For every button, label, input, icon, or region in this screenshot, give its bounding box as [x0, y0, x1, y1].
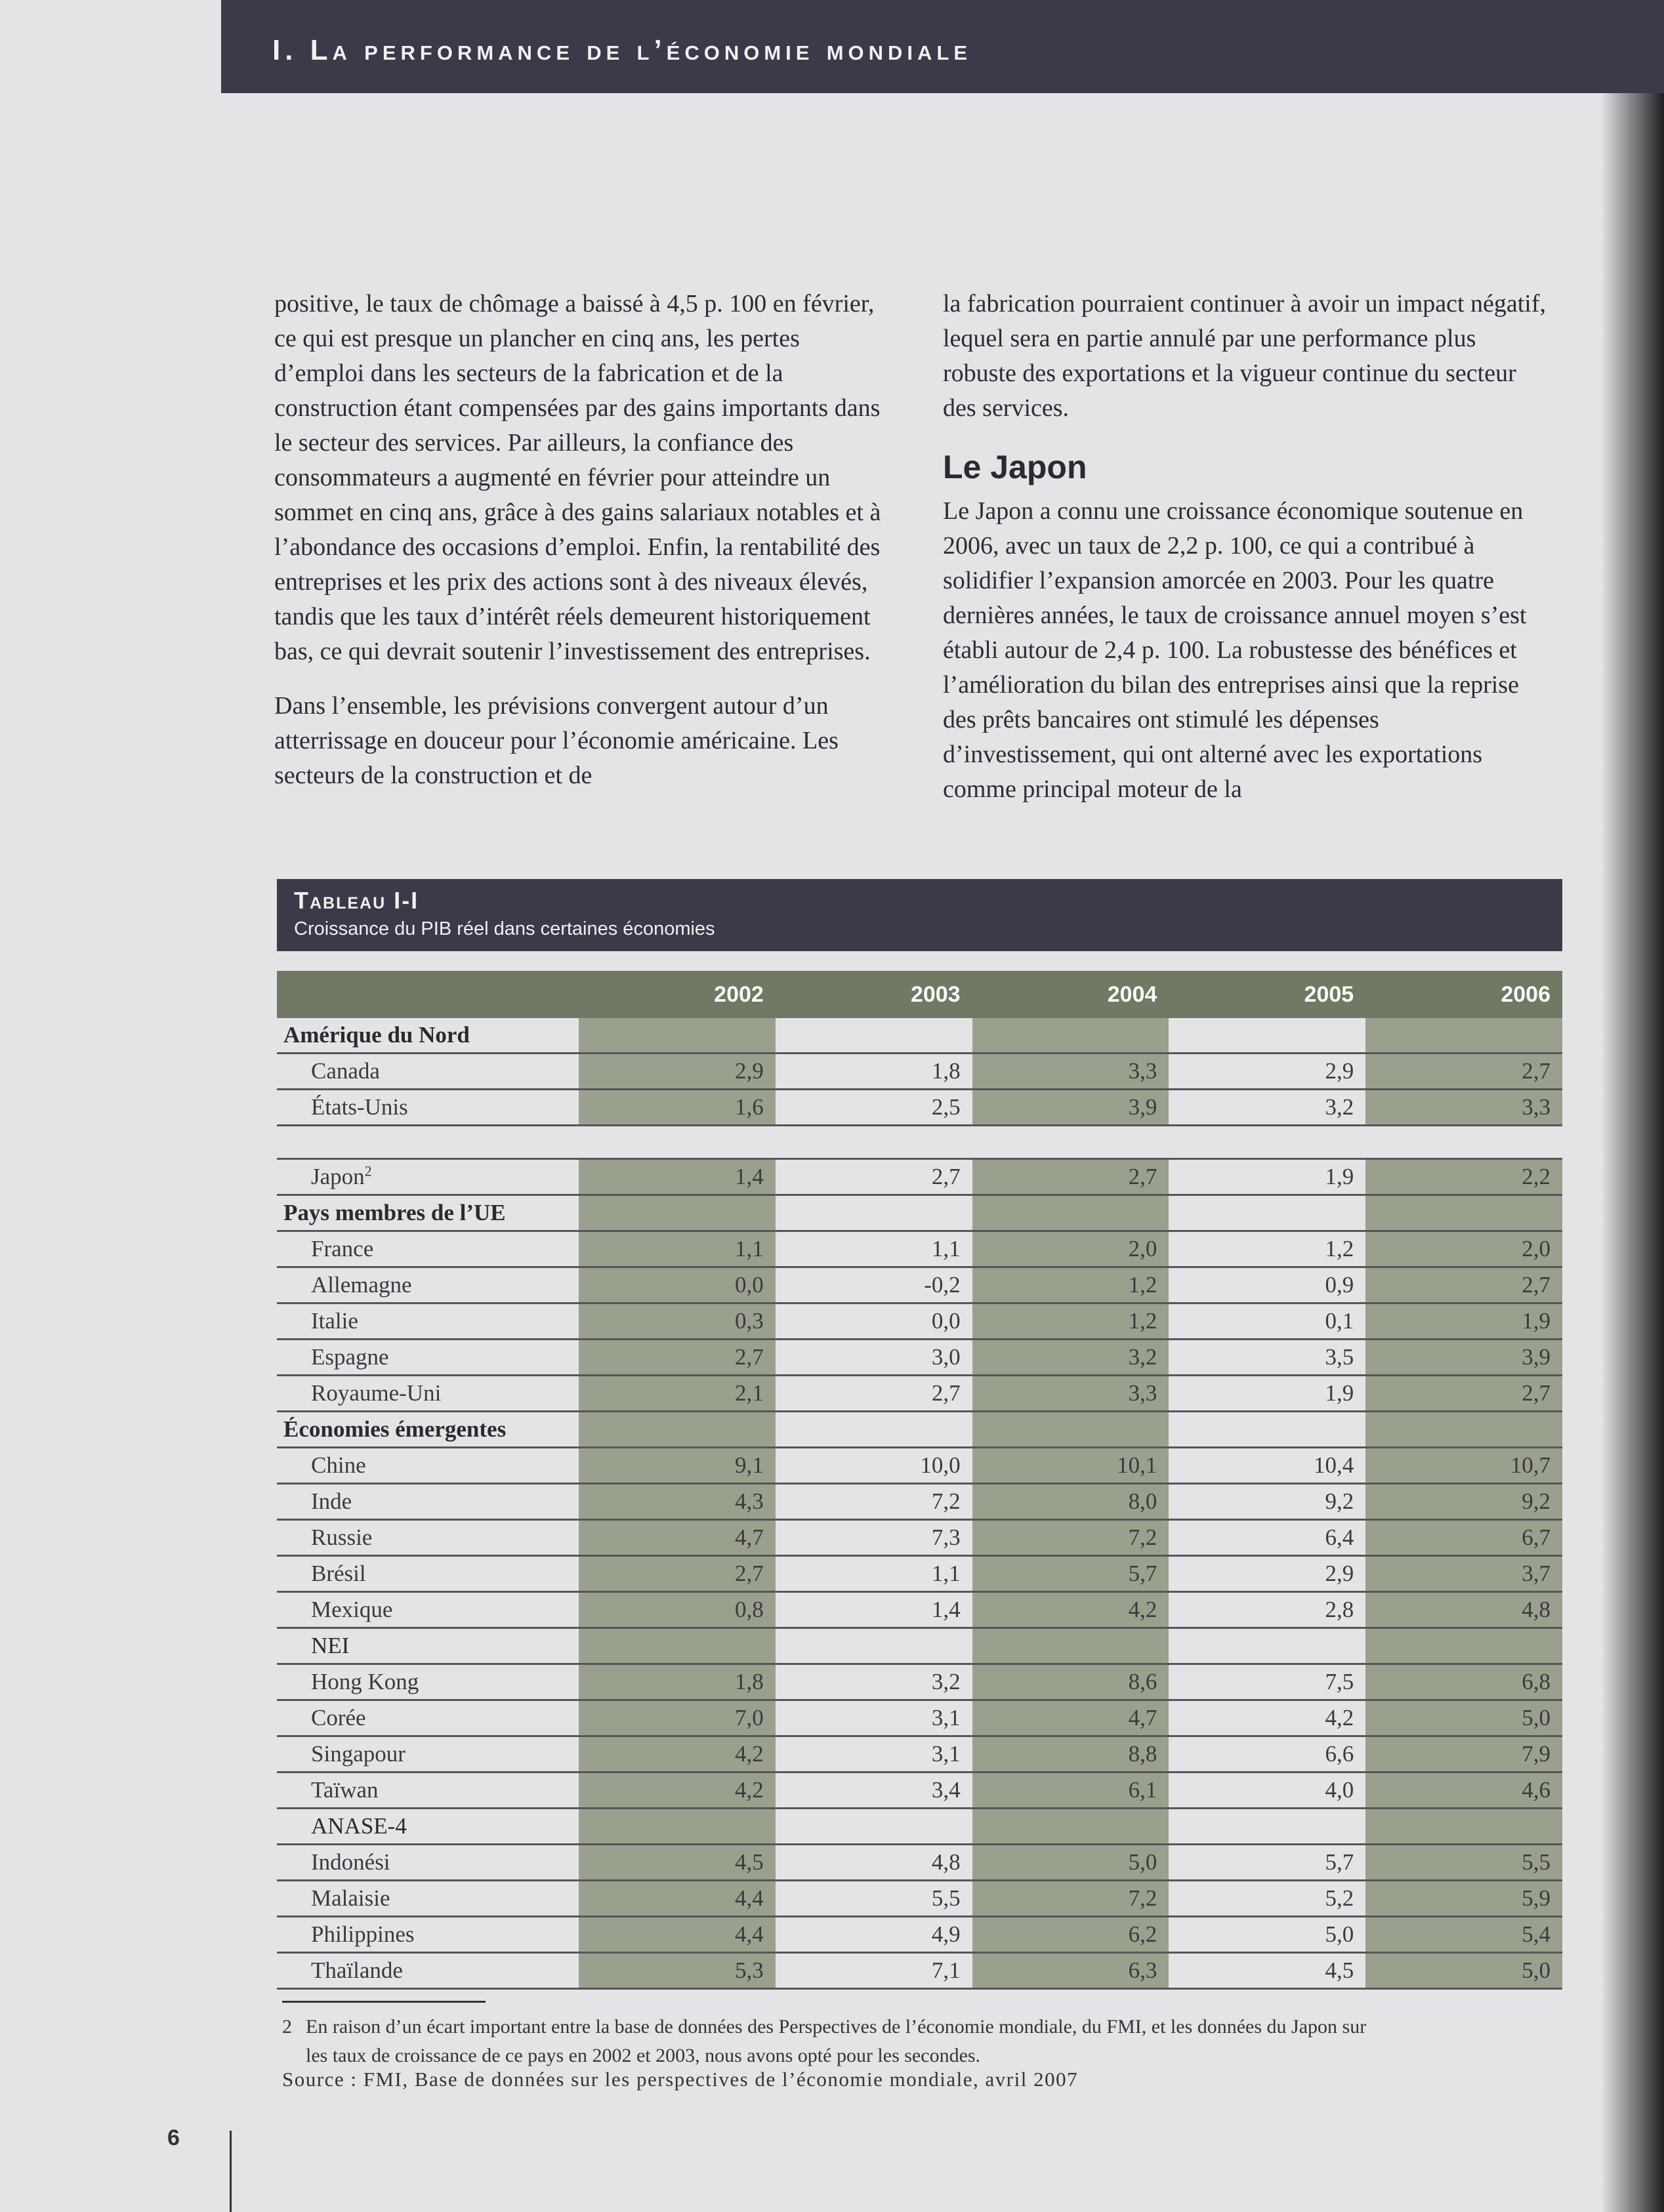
country-name: Chine — [311, 1452, 366, 1478]
value-cell: 4,9 — [776, 1917, 972, 1953]
country-name: Indonési — [311, 1849, 390, 1875]
value-cell: 7,2 — [972, 1881, 1169, 1917]
value-cell: 2,7 — [579, 1340, 776, 1376]
value-cell: 5,5 — [1365, 1845, 1562, 1881]
value-cell: 9,2 — [1365, 1484, 1562, 1520]
value-cell: 9,2 — [1169, 1484, 1365, 1520]
value-cell: 1,2 — [972, 1303, 1169, 1340]
country-name: Thaïlande — [311, 1957, 403, 1983]
page-number: 6 — [167, 2125, 180, 2150]
country-name: Inde — [311, 1488, 352, 1514]
country-name-cell — [277, 1664, 579, 1700]
group-title: Pays membres de l’UE — [277, 1195, 579, 1231]
value-cell: 4,2 — [579, 1772, 776, 1809]
value-cell: 0,3 — [579, 1303, 776, 1340]
value-cell: 2,5 — [776, 1090, 972, 1126]
country-name-cell — [277, 1845, 579, 1881]
value-cell: 5,0 — [1365, 1700, 1562, 1736]
value-cell: 1,9 — [1365, 1303, 1562, 1340]
country-name: Brésil — [311, 1561, 366, 1586]
value-cell: 2,7 — [1365, 1376, 1562, 1412]
value-cell: 9,1 — [579, 1448, 776, 1484]
empty-cell — [972, 1126, 1169, 1159]
value-cell: 3,2 — [776, 1664, 972, 1700]
value-cell: 5,2 — [1169, 1881, 1365, 1917]
empty-cell — [972, 1628, 1169, 1664]
value-cell: 6,8 — [1365, 1664, 1562, 1700]
country-name: Espagne — [311, 1344, 389, 1370]
country-name: Hong Kong — [311, 1669, 419, 1694]
country-name-cell — [277, 1556, 579, 1592]
empty-cell — [776, 1126, 972, 1159]
value-cell: 2,9 — [1169, 1054, 1365, 1090]
empty-cell — [579, 1126, 776, 1159]
value-cell: 10,4 — [1169, 1448, 1365, 1484]
table-header-row — [277, 971, 1562, 1018]
value-cell: 7,2 — [776, 1484, 972, 1520]
value-cell: -0,2 — [776, 1267, 972, 1303]
country-name-cell — [277, 1881, 579, 1917]
empty-cell — [1365, 1126, 1562, 1159]
value-cell: 7,9 — [1365, 1736, 1562, 1772]
value-cell: 4,7 — [579, 1520, 776, 1556]
value-cell: 7,0 — [579, 1700, 776, 1736]
country-name-cell — [277, 1448, 579, 1484]
value-cell: 8,6 — [972, 1664, 1169, 1700]
empty-cell — [579, 1809, 776, 1845]
empty-cell — [776, 1195, 972, 1231]
table-row — [277, 1090, 1562, 1126]
empty-cell — [972, 1809, 1169, 1845]
year-header: 2002 — [579, 971, 776, 1018]
value-cell: 2,2 — [1365, 1159, 1562, 1195]
table-row — [277, 1448, 1562, 1484]
table-row — [277, 1231, 1562, 1267]
left-text-column — [274, 287, 884, 813]
page-edge-shadow — [1601, 0, 1664, 2212]
value-cell: 4,4 — [579, 1917, 776, 1953]
value-cell: 2,0 — [972, 1231, 1169, 1267]
value-cell: 1,1 — [776, 1231, 972, 1267]
country-name-cell — [277, 1484, 579, 1520]
right-text-column — [943, 287, 1553, 827]
country-name: Taïwan — [311, 1777, 379, 1803]
value-cell: 2,7 — [1365, 1267, 1562, 1303]
value-cell: 2,7 — [776, 1159, 972, 1195]
table-row — [277, 1736, 1562, 1772]
empty-cell — [776, 1412, 972, 1448]
value-cell: 7,3 — [776, 1520, 972, 1556]
value-cell: 4,2 — [579, 1736, 776, 1772]
value-cell: 1,6 — [579, 1090, 776, 1126]
value-cell: 7,1 — [776, 1953, 972, 1989]
table-row — [277, 1484, 1562, 1520]
value-cell: 6,1 — [972, 1772, 1169, 1809]
value-cell: 3,7 — [1365, 1556, 1562, 1592]
empty-cell — [579, 1195, 776, 1231]
empty-cell — [1169, 1018, 1365, 1054]
empty-cell — [1169, 1195, 1365, 1231]
paragraph: la fabrication pourraient continuer à avoir un impact négatif, lequel sera en partie annulé par une performance plus robuste des exportations et la vigueur continue du secteur des services. — [943, 290, 1547, 422]
empty-cell — [972, 1018, 1169, 1054]
country-name-cell — [277, 1953, 579, 1989]
country-name: Canada — [311, 1058, 380, 1084]
empty-cell — [776, 1018, 972, 1054]
value-cell: 5,0 — [1365, 1953, 1562, 1989]
table-row — [277, 1592, 1562, 1628]
country-name: Russie — [311, 1525, 373, 1550]
value-cell: 3,5 — [1169, 1340, 1365, 1376]
country-name: Malaisie — [311, 1885, 390, 1911]
value-cell: 4,3 — [579, 1484, 776, 1520]
value-cell: 2,7 — [1365, 1054, 1562, 1090]
footnote-line: les taux de croissance de ce pays en 2002 et 2003, nous avons opté pour les secondes. — [306, 2045, 981, 2066]
value-cell: 7,5 — [1169, 1664, 1365, 1700]
value-cell: 5,5 — [776, 1881, 972, 1917]
value-cell: 0,1 — [1169, 1303, 1365, 1340]
value-cell: 6,3 — [972, 1953, 1169, 1989]
value-cell: 4,2 — [1169, 1700, 1365, 1736]
spacer-row — [277, 1126, 1562, 1159]
country-name: Singapour — [311, 1741, 406, 1767]
table-caption-bar — [277, 879, 1562, 951]
page-number-rule — [230, 2131, 232, 2212]
value-cell: 3,2 — [972, 1340, 1169, 1376]
empty-cell — [1365, 1809, 1562, 1845]
group-row — [277, 1195, 1562, 1231]
empty-cell — [1365, 1018, 1562, 1054]
value-cell: 2,9 — [579, 1054, 776, 1090]
empty-cell — [1169, 1809, 1365, 1845]
empty-cell — [1169, 1126, 1365, 1159]
country-name-cell — [277, 1772, 579, 1809]
country-name-cell — [277, 1736, 579, 1772]
value-cell: 0,8 — [579, 1592, 776, 1628]
value-cell: 6,6 — [1169, 1736, 1365, 1772]
country-name-cell — [277, 1054, 579, 1090]
table-row — [277, 1054, 1562, 1090]
paragraph: positive, le taux de chômage a baissé à 4,5 p. 100 en février, ce qui est presque un plancher en cinq ans, les pertes d’emploi dans les secteurs de la fabrication et de la construction étant compensées par des gains importants dans le secteur des services. Par ailleurs, la confiance des consommateurs a augmenté en février pour atteindre un sommet en cinq ans, grâce à des gains salariaux notables et à l’abondance des occasions d’emploi. Enfin, la rentabilité des entreprises et les prix des actions sont à des niveaux élevés, tandis que les taux d’intérêt réels demeurent historiquement bas, ce qui devrait soutenir l’investissement des entreprises. — [274, 290, 881, 665]
country-name-cell — [277, 1267, 579, 1303]
value-cell: 1,8 — [776, 1054, 972, 1090]
empty-cell — [1169, 1628, 1365, 1664]
country-name: Royaume-Uni — [311, 1380, 442, 1406]
table-row — [277, 1953, 1562, 1989]
value-cell: 2,8 — [1169, 1592, 1365, 1628]
group-title: NEI — [277, 1628, 579, 1664]
country-name-cell — [277, 1159, 579, 1195]
group-row — [277, 1809, 1562, 1845]
year-header: 2006 — [1365, 971, 1562, 1018]
value-cell: 4,8 — [776, 1845, 972, 1881]
value-cell: 4,7 — [972, 1700, 1169, 1736]
footnote-marker: 2 — [364, 1162, 372, 1179]
value-cell: 1,2 — [972, 1267, 1169, 1303]
value-cell: 10,1 — [972, 1448, 1169, 1484]
footnote — [282, 2013, 1555, 2070]
value-cell: 1,1 — [579, 1231, 776, 1267]
table-row — [277, 1881, 1562, 1917]
value-cell: 2,9 — [1169, 1556, 1365, 1592]
value-cell: 8,0 — [972, 1484, 1169, 1520]
value-cell: 3,3 — [972, 1054, 1169, 1090]
table-row — [277, 1340, 1562, 1376]
country-name-cell — [277, 1520, 579, 1556]
value-cell: 1,8 — [579, 1664, 776, 1700]
value-cell: 5,7 — [1169, 1845, 1365, 1881]
empty-cell — [776, 1628, 972, 1664]
table-row — [277, 1772, 1562, 1809]
value-cell: 3,0 — [776, 1340, 972, 1376]
value-cell: 1,4 — [579, 1159, 776, 1195]
empty-cell — [579, 1018, 776, 1054]
value-cell: 10,7 — [1365, 1448, 1562, 1484]
country-name: Japon — [311, 1164, 365, 1189]
value-cell: 1,9 — [1169, 1159, 1365, 1195]
country-name: Philippines — [311, 1921, 415, 1947]
table-row — [277, 1267, 1562, 1303]
value-cell: 5,0 — [1169, 1917, 1365, 1953]
footnote-number: 2 — [282, 2016, 292, 2038]
table-row — [277, 1376, 1562, 1412]
country-name-cell — [277, 1340, 579, 1376]
value-cell: 5,3 — [579, 1953, 776, 1989]
gdp-growth-table — [277, 971, 1562, 1990]
value-cell: 2,7 — [972, 1159, 1169, 1195]
value-cell: 3,9 — [1365, 1340, 1562, 1376]
group-row — [277, 1018, 1562, 1054]
value-cell: 4,0 — [1169, 1772, 1365, 1809]
country-name-cell — [277, 1592, 579, 1628]
value-cell: 4,4 — [579, 1881, 776, 1917]
group-title: Économies émergentes — [277, 1412, 579, 1448]
chapter-title: I. La performance de l’économie mondiale — [272, 34, 972, 66]
value-cell: 0,9 — [1169, 1267, 1365, 1303]
table-row — [277, 1520, 1562, 1556]
country-name: France — [311, 1236, 374, 1261]
group-title: ANASE-4 — [277, 1809, 579, 1845]
group-row — [277, 1412, 1562, 1448]
empty-cell — [579, 1412, 776, 1448]
country-name-cell — [277, 1700, 579, 1736]
value-cell: 3,3 — [1365, 1090, 1562, 1126]
value-cell: 3,4 — [776, 1772, 972, 1809]
table-row — [277, 1664, 1562, 1700]
source-note: Source : FMI, Base de données sur les perspectives de l’économie mondiale, avril 2007 — [282, 2068, 1079, 2091]
country-name-cell — [277, 1231, 579, 1267]
value-cell: 4,2 — [972, 1592, 1169, 1628]
paragraph: Dans l’ensemble, les prévisions convergent autour d’un atterrissage en douceur pour l’économie américaine. Les secteurs de la construction et de — [274, 692, 839, 789]
country-name: Italie — [311, 1308, 358, 1334]
section-heading: Le Japon — [943, 449, 1087, 485]
value-cell: 3,1 — [776, 1700, 972, 1736]
value-cell: 5,7 — [972, 1556, 1169, 1592]
value-cell: 5,9 — [1365, 1881, 1562, 1917]
value-cell: 2,7 — [776, 1376, 972, 1412]
value-cell: 8,8 — [972, 1736, 1169, 1772]
paragraph: Le Japon a connu une croissance économique soutenue en 2006, avec un taux de 2,2 p. 100, ce qui a contribué à solidifier l’expansion amorcée en 2003. Pour les quatre dernières années, le taux de croissance annuel moyen s’est établi autour de 2,4 p. 100. La robustesse des bénéfices et l’amélioration du bilan des entreprises ainsi que la reprise des prêts bancaires ont stimulé les dépenses d’investissement, qui ont alterné avec les exportations comme principal moteur de la — [943, 497, 1527, 803]
value-cell: 3,3 — [972, 1376, 1169, 1412]
value-cell: 1,1 — [776, 1556, 972, 1592]
value-cell: 6,7 — [1365, 1520, 1562, 1556]
country-name-cell — [277, 1303, 579, 1340]
table-header-blank — [277, 971, 579, 1018]
empty-cell — [972, 1195, 1169, 1231]
group-row — [277, 1628, 1562, 1664]
value-cell: 2,7 — [579, 1556, 776, 1592]
value-cell: 7,2 — [972, 1520, 1169, 1556]
year-header: 2004 — [972, 971, 1169, 1018]
empty-cell — [1169, 1412, 1365, 1448]
table-row — [277, 1917, 1562, 1953]
value-cell: 0,0 — [579, 1267, 776, 1303]
table-row — [277, 1159, 1562, 1195]
value-cell: 3,2 — [1169, 1090, 1365, 1126]
table-row — [277, 1303, 1562, 1340]
value-cell: 4,5 — [1169, 1953, 1365, 1989]
country-name-cell — [277, 1376, 579, 1412]
table-subtitle: Croissance du PIB réel dans certaines économies — [294, 918, 715, 939]
empty-cell — [1365, 1412, 1562, 1448]
value-cell: 3,1 — [776, 1736, 972, 1772]
footnote-rule — [282, 2001, 486, 2003]
year-header: 2005 — [1169, 971, 1365, 1018]
country-name: Mexique — [311, 1597, 393, 1622]
value-cell: 2,0 — [1365, 1231, 1562, 1267]
table-label: Tableau I-I — [294, 887, 419, 914]
empty-cell — [972, 1412, 1169, 1448]
value-cell: 1,4 — [776, 1592, 972, 1628]
value-cell: 1,9 — [1169, 1376, 1365, 1412]
value-cell: 3,9 — [972, 1090, 1169, 1126]
value-cell: 4,8 — [1365, 1592, 1562, 1628]
table-row — [277, 1700, 1562, 1736]
value-cell: 6,2 — [972, 1917, 1169, 1953]
empty-cell — [579, 1628, 776, 1664]
footnote-line: En raison d’un écart important entre la base de données des Perspectives de l’économie mondiale, du FMI, et les données du Japon sur — [306, 2016, 1367, 2038]
empty-cell — [1365, 1195, 1562, 1231]
table-row — [277, 1845, 1562, 1881]
value-cell: 4,6 — [1365, 1772, 1562, 1809]
country-name: Allemagne — [311, 1272, 412, 1298]
value-cell: 10,0 — [776, 1448, 972, 1484]
value-cell: 5,4 — [1365, 1917, 1562, 1953]
empty-cell — [776, 1809, 972, 1845]
value-cell: 4,5 — [579, 1845, 776, 1881]
value-cell: 0,0 — [776, 1303, 972, 1340]
country-name-cell — [277, 1090, 579, 1126]
year-header: 2003 — [776, 971, 972, 1018]
empty-cell — [277, 1126, 579, 1159]
country-name: États-Unis — [311, 1094, 408, 1120]
country-name-cell — [277, 1917, 579, 1953]
empty-cell — [1365, 1628, 1562, 1664]
country-name: Corée — [311, 1705, 366, 1731]
value-cell: 5,0 — [972, 1845, 1169, 1881]
table-row — [277, 1556, 1562, 1592]
group-title: Amérique du Nord — [277, 1018, 579, 1054]
value-cell: 1,2 — [1169, 1231, 1365, 1267]
value-cell: 6,4 — [1169, 1520, 1365, 1556]
value-cell: 2,1 — [579, 1376, 776, 1412]
